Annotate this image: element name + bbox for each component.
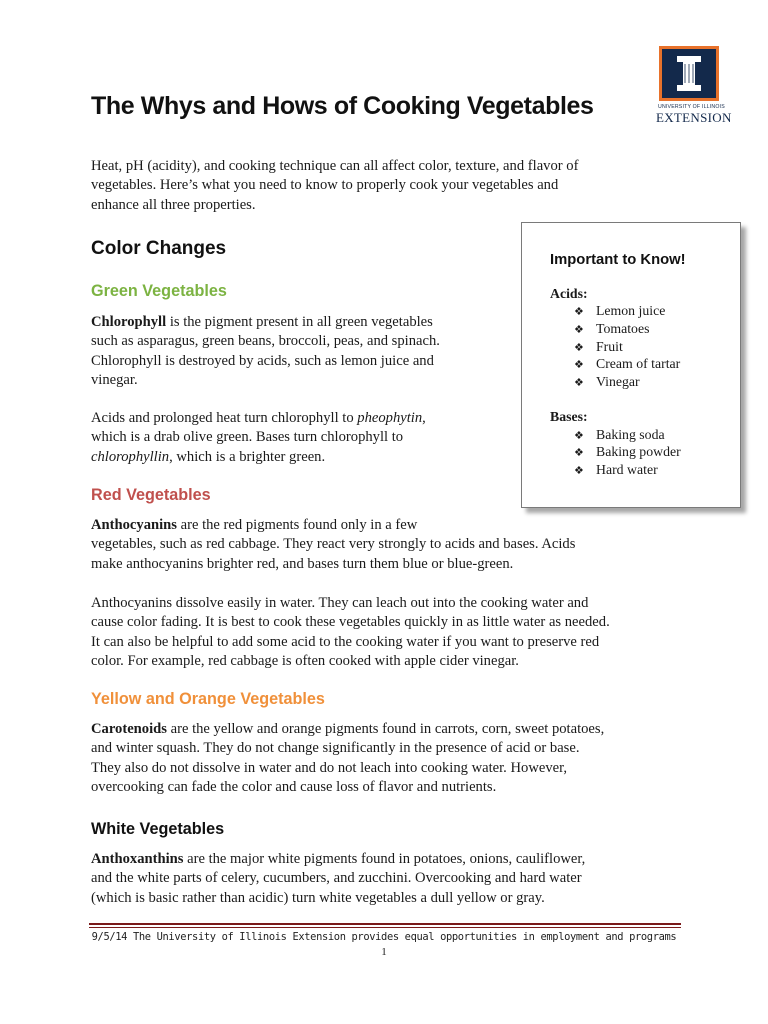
heading-yellow-orange-vegetables: Yellow and Orange Vegetables bbox=[91, 690, 325, 708]
important-to-know-box bbox=[521, 222, 741, 508]
term-anthoxanthins: Anthoxanthins bbox=[91, 851, 184, 867]
acids-label: Acids: bbox=[550, 286, 588, 301]
red-paragraph-1: Anthocyanins are the red pigments found only in a few vegetables, such as red cabbage. They react very strongly to acids and bases. Acids make anthocyanins brighter red, and bases turn them blue or blue-green. bbox=[91, 517, 576, 572]
university-logo bbox=[656, 46, 732, 128]
diamond-bullet-icon: ❖ bbox=[574, 324, 584, 336]
diamond-bullet-icon: ❖ bbox=[574, 342, 584, 354]
intro-paragraph: Heat, pH (acidity), and cooking technique can all affect color, texture, and flavor of vegetables. Here’s what you need to know to properly cook your vegetables and enhance all three properties. bbox=[91, 158, 579, 213]
heading-red-vegetables: Red Vegetables bbox=[91, 486, 211, 504]
list-item: ❖ Cream of tartar bbox=[574, 356, 681, 371]
logo-extension-text: EXTENSION bbox=[656, 110, 732, 125]
sidebar-title: Important to Know! bbox=[550, 252, 686, 268]
red-paragraph-2: Anthocyanins dissolve easily in water. They can leach out into the cooking water and cause color fading. It is best to cook these vegetables quickly in as little water as needed. It can also be helpful to add some acid to the cooking water if you want to preserve red color. For example, red cabbage is often cooked with apple cider vinegar. bbox=[91, 595, 610, 669]
footer-divider bbox=[89, 927, 681, 928]
diamond-bullet-icon: ❖ bbox=[574, 359, 584, 371]
diamond-bullet-icon: ❖ bbox=[574, 377, 584, 389]
diamond-bullet-icon: ❖ bbox=[574, 306, 584, 318]
list-item: ❖ Baking powder bbox=[574, 444, 681, 459]
list-item: ❖ Fruit bbox=[574, 339, 623, 354]
list-item: ❖ Tomatoes bbox=[574, 321, 650, 336]
white-paragraph-1: Anthoxanthins are the major white pigments found in potatoes, onions, cauliflower, and the white parts of celery, cucumbers, and zucchini. Overcooking and hard water (which is basic rather than acidic) turn white vegetables a dull yellow or gray. bbox=[91, 851, 586, 906]
yellow-paragraph-1: Carotenoids are the yellow and orange pigments found in carrots, corn, sweet potatoes, and winter squash. They do not change significantly in the presence of acid or base. They also do not dissolve in water and do not leach into cooking water. However, overcooking can fade the color and cause loss of flavor and nutrients. bbox=[91, 721, 605, 795]
page-title: The Whys and Hows of Cooking Vegetables bbox=[91, 92, 594, 120]
footer-divider bbox=[89, 923, 681, 925]
bases-label: Bases: bbox=[550, 409, 588, 424]
term-carotenoids: Carotenoids bbox=[91, 721, 167, 737]
logo-university-text: UNIVERSITY OF ILLINOIS bbox=[658, 104, 725, 110]
logo-shield bbox=[659, 46, 719, 101]
page-number: 1 bbox=[381, 946, 387, 958]
list-item: ❖ Hard water bbox=[574, 462, 658, 477]
footer-text: 9/5/14 The University of Illinois Extension provides equal opportunities in employment and programs bbox=[91, 931, 677, 943]
term-chlorophyll: Chlorophyll bbox=[91, 314, 167, 330]
list-item: ❖ Baking soda bbox=[574, 427, 665, 442]
heading-green-vegetables: Green Vegetables bbox=[91, 282, 227, 300]
list-item: ❖ Lemon juice bbox=[574, 303, 666, 318]
green-paragraph-1: Chlorophyll is the pigment present in all green vegetables such as asparagus, green beans, broccoli, peas, and spinach. Chlorophyll is destroyed by acids, such as lemon juice and vinegar. bbox=[91, 314, 440, 388]
block-i-icon bbox=[662, 49, 716, 98]
diamond-bullet-icon: ❖ bbox=[574, 430, 584, 442]
term-anthocyanins: Anthocyanins bbox=[91, 517, 177, 533]
list-item: ❖ Vinegar bbox=[574, 374, 640, 389]
heading-white-vegetables: White Vegetables bbox=[91, 820, 225, 838]
diamond-bullet-icon: ❖ bbox=[574, 447, 584, 459]
diamond-bullet-icon: ❖ bbox=[574, 465, 584, 477]
section-heading-color-changes: Color Changes bbox=[91, 238, 227, 259]
green-paragraph-2: Acids and prolonged heat turn chlorophyll to pheophytin, which is a drab olive green. Bases turn chlorophyll to chlorophyllin, which is a brighter green. bbox=[91, 410, 426, 465]
